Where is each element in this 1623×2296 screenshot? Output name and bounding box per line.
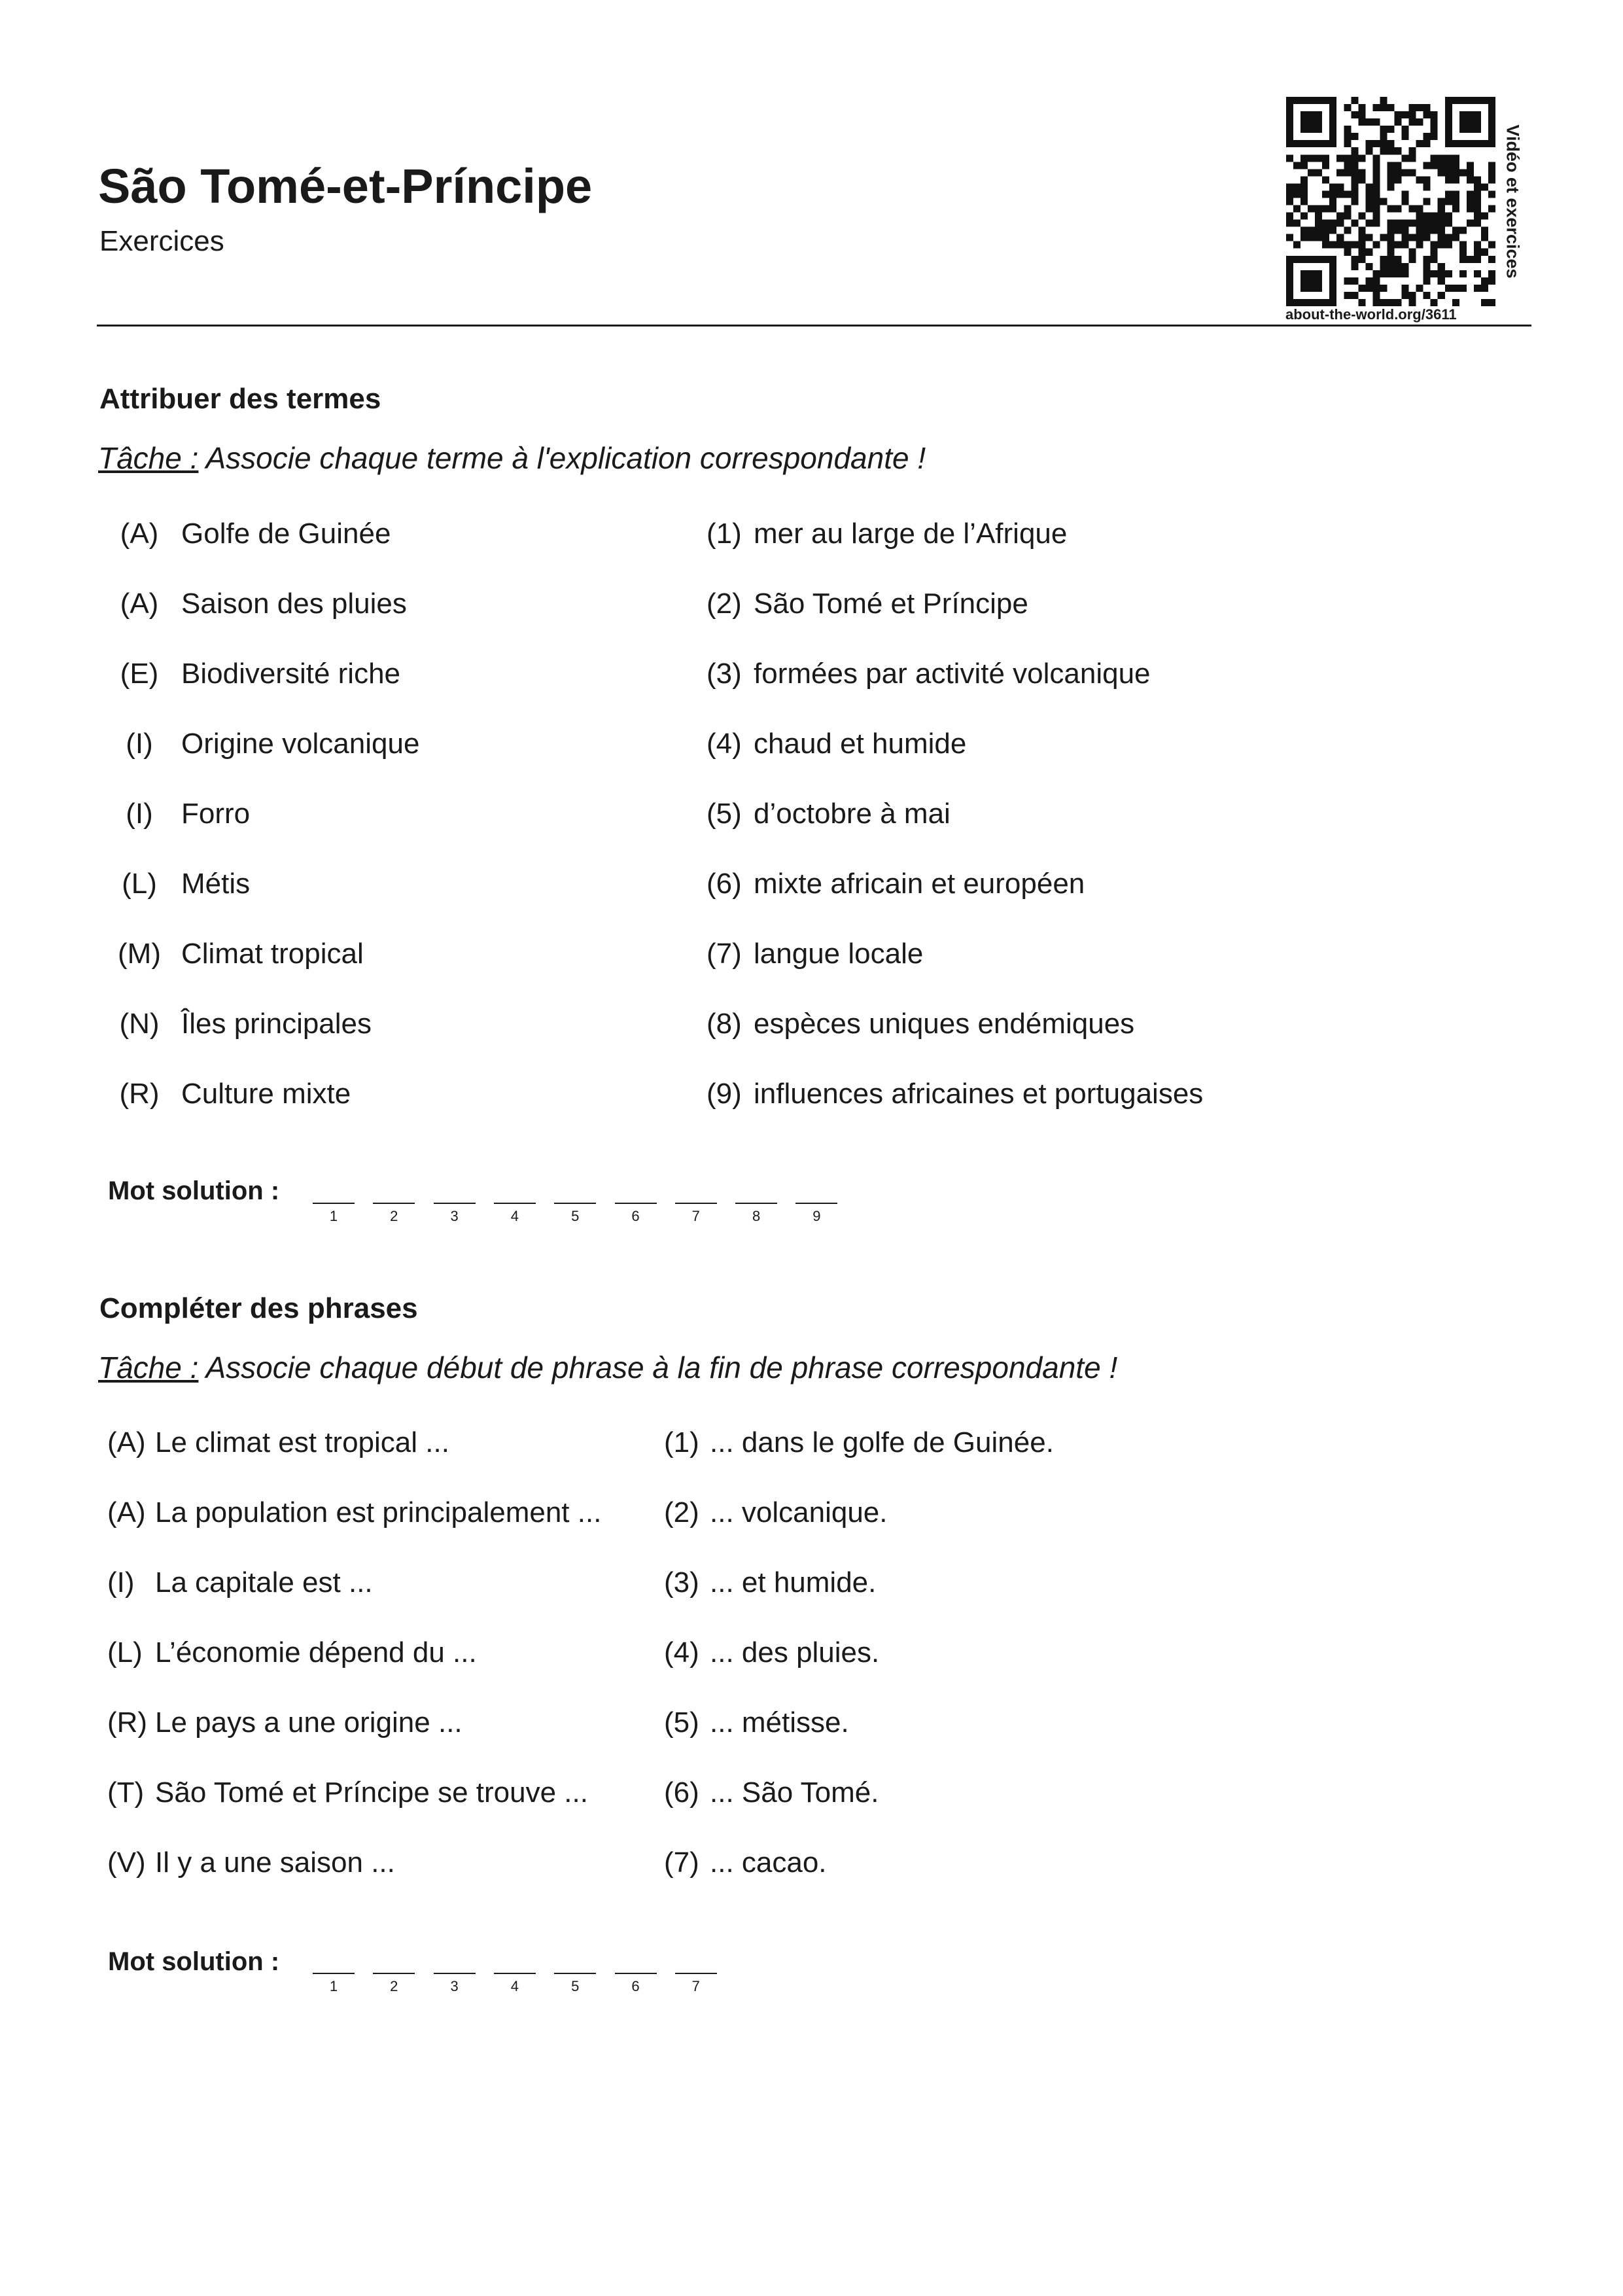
- explanation-number: (4): [707, 728, 742, 760]
- page-subtitle: Exercices: [99, 225, 224, 257]
- explanation-number: (6): [707, 868, 742, 900]
- solution-blank[interactable]: [434, 1203, 476, 1204]
- solution-blank-number: 9: [812, 1208, 821, 1224]
- sentence-end-number: (7): [664, 1846, 699, 1879]
- solution-blank-number: 2: [390, 1978, 398, 1994]
- sentence-end-number: (6): [664, 1776, 699, 1809]
- solution-blank[interactable]: [735, 1203, 777, 1204]
- section1-solution-label: Mot solution :: [108, 1176, 280, 1205]
- explanation-text: mer au large de l’Afrique: [754, 518, 1068, 550]
- qr-side-label: Vidéo et exercices: [1503, 124, 1523, 279]
- sentence-end-text: ... cacao.: [710, 1846, 827, 1879]
- qr-code-icon[interactable]: [1286, 97, 1495, 306]
- term-label: Golfe de Guinée: [181, 518, 391, 550]
- explanation-text: formées par activité volcanique: [754, 658, 1151, 690]
- sentence-end-text: ... São Tomé.: [710, 1776, 879, 1809]
- sentence-start-text: Le pays a une origine ...: [155, 1706, 462, 1739]
- sentence-end-text: ... dans le golfe de Guinée.: [710, 1426, 1054, 1458]
- header-divider: [97, 325, 1531, 327]
- term-letter: (E): [120, 658, 159, 690]
- sentence-start-text: Le climat est tropical ...: [155, 1426, 449, 1458]
- sentence-end-number: (3): [664, 1566, 699, 1598]
- solution-blank[interactable]: [494, 1973, 536, 1974]
- explanation-number: (9): [707, 1078, 742, 1110]
- term-letter: (A): [120, 588, 159, 620]
- solution-blank-number: 8: [752, 1208, 761, 1224]
- sentence-start-letter: (A): [107, 1426, 146, 1458]
- sentence-start-letter: (L): [107, 1636, 143, 1669]
- qr-side-label-wrap: [1499, 97, 1526, 306]
- section1-task: [98, 443, 926, 473]
- term-label: Métis: [181, 868, 251, 900]
- solution-blank-number: 5: [571, 1978, 580, 1994]
- sentence-start-letter: (R): [107, 1706, 148, 1739]
- solution-blank-number: 3: [450, 1978, 459, 1994]
- sentence-start-text: L’économie dépend du ...: [155, 1636, 477, 1669]
- term-letter: (M): [118, 938, 161, 970]
- sentence-end-number: (4): [664, 1636, 699, 1669]
- explanation-number: (5): [707, 798, 742, 830]
- solution-blank[interactable]: [313, 1203, 355, 1204]
- explanation-text: d’octobre à mai: [754, 798, 951, 830]
- sentence-end-text: ... et humide.: [710, 1566, 877, 1598]
- sentence-start-text: La capitale est ...: [155, 1566, 373, 1598]
- solution-blank[interactable]: [373, 1973, 415, 1974]
- explanation-number: (3): [707, 658, 742, 690]
- solution-blank[interactable]: [373, 1203, 415, 1204]
- solution-blank[interactable]: [615, 1973, 657, 1974]
- sentence-start-letter: (T): [107, 1776, 145, 1809]
- sentence-start-letter: (V): [107, 1846, 146, 1879]
- sentence-start-letter: (A): [107, 1496, 146, 1528]
- sentence-end-text: ... volcanique.: [710, 1496, 888, 1528]
- term-label: Climat tropical: [181, 938, 364, 970]
- solution-blank[interactable]: [313, 1973, 355, 1974]
- explanation-text: chaud et humide: [754, 728, 967, 760]
- section2-solution-label: Mot solution :: [108, 1947, 280, 1976]
- solution-blank-number: 7: [691, 1208, 700, 1224]
- explanation-text: São Tomé et Príncipe: [754, 588, 1028, 620]
- page-title: São Tomé-et-Príncipe: [98, 159, 593, 213]
- section2-task-label: Tâche :: [98, 1351, 199, 1385]
- solution-blank[interactable]: [615, 1203, 657, 1204]
- sentence-end-text: ... des pluies.: [710, 1636, 880, 1669]
- term-label: Forro: [181, 798, 251, 830]
- term-letter: (I): [126, 798, 153, 830]
- explanation-number: (8): [707, 1008, 742, 1040]
- sentence-end-number: (1): [664, 1426, 699, 1458]
- sentence-start-letter: (I): [107, 1566, 135, 1598]
- sentence-start-text: Il y a une saison ...: [155, 1846, 395, 1879]
- solution-blank[interactable]: [795, 1203, 837, 1204]
- explanation-number: (1): [707, 518, 742, 550]
- qr-url-link[interactable]: about-the-world.org/3611: [1285, 306, 1457, 323]
- explanation-text: influences africaines et portugaises: [754, 1078, 1204, 1110]
- term-letter: (L): [122, 868, 157, 900]
- solution-blank[interactable]: [434, 1973, 476, 1974]
- solution-blank-number: 5: [571, 1208, 580, 1224]
- sentence-end-number: (2): [664, 1496, 699, 1528]
- section2-heading: Compléter des phrases: [99, 1292, 418, 1324]
- solution-blank-number: 6: [631, 1978, 640, 1994]
- explanation-number: (2): [707, 588, 742, 620]
- explanation-number: (7): [707, 938, 742, 970]
- sentence-start-text: La population est principalement ...: [155, 1496, 602, 1528]
- term-label: Culture mixte: [181, 1078, 351, 1110]
- section2-task: [98, 1352, 1117, 1383]
- solution-blank[interactable]: [494, 1203, 536, 1204]
- term-label: Origine volcanique: [181, 728, 420, 760]
- solution-blank[interactable]: [554, 1203, 596, 1204]
- sentence-start-text: São Tomé et Príncipe se trouve ...: [155, 1776, 588, 1809]
- explanation-text: espèces uniques endémiques: [754, 1008, 1135, 1040]
- term-label: Saison des pluies: [181, 588, 407, 620]
- sentence-end-number: (5): [664, 1706, 699, 1739]
- explanation-text: mixte africain et européen: [754, 868, 1085, 900]
- section2-task-text: Associe chaque début de phrase à la fin de phrase correspondante !: [198, 1351, 1118, 1385]
- term-letter: (N): [119, 1008, 160, 1040]
- solution-blank-number: 1: [329, 1978, 338, 1994]
- section1-task-label: Tâche :: [98, 441, 199, 475]
- sentence-end-text: ... métisse.: [710, 1706, 849, 1739]
- solution-blank-number: 2: [390, 1208, 398, 1224]
- term-letter: (R): [119, 1078, 160, 1110]
- solution-blank-number: 7: [691, 1978, 700, 1994]
- solution-blank-number: 1: [329, 1208, 338, 1224]
- solution-blank-number: 4: [510, 1208, 519, 1224]
- solution-blank[interactable]: [554, 1973, 596, 1974]
- explanation-text: langue locale: [754, 938, 924, 970]
- term-label: Îles principales: [181, 1008, 372, 1040]
- term-letter: (I): [126, 728, 153, 760]
- term-label: Biodiversité riche: [181, 658, 401, 690]
- solution-blank-number: 6: [631, 1208, 640, 1224]
- section1-task-text: Associe chaque terme à l'explication correspondante !: [198, 441, 926, 475]
- solution-blank[interactable]: [675, 1973, 717, 1974]
- section1-heading: Attribuer des termes: [99, 383, 381, 415]
- solution-blank-number: 4: [510, 1978, 519, 1994]
- term-letter: (A): [120, 518, 159, 550]
- solution-blank[interactable]: [675, 1203, 717, 1204]
- solution-blank-number: 3: [450, 1208, 459, 1224]
